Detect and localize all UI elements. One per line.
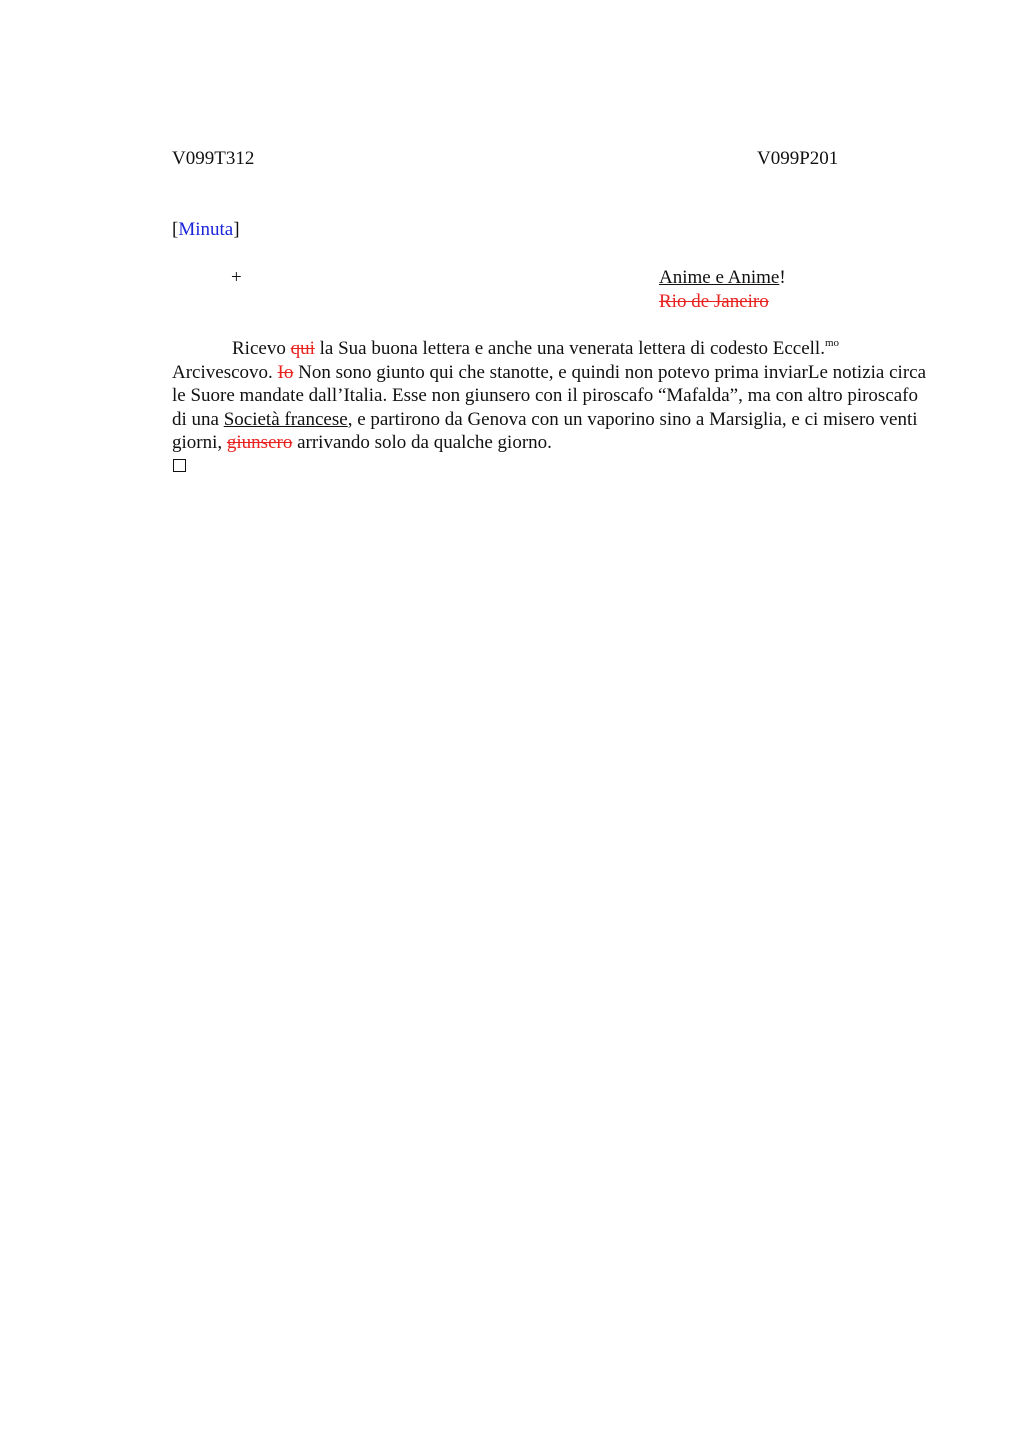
letter-body	[172, 337, 932, 455]
deleted-word-qui: qui	[290, 338, 315, 359]
underlined-societa-francese: Società francese	[223, 408, 348, 430]
motto-text: Anime e Anime	[659, 267, 780, 288]
deleted-word-giunsero: giunsero	[226, 432, 293, 453]
deleted-word-io: Io	[277, 361, 294, 383]
body-text-6: arrivando solo da qualche giorno.	[292, 432, 552, 453]
label-close-bracket: ]	[233, 219, 240, 240]
checkbox-icon	[173, 459, 186, 472]
body-text-4: Non sono giunto qui che stanotte, e quindi non potevo prima inviarLe notizia circa le Suore mandate dall’Italia. Esse non giunsero con il piroscafo “Mafalda”, ma con altro piroscafo di una	[172, 361, 927, 430]
motto-punct: !	[779, 267, 786, 288]
document-type-label	[172, 218, 240, 242]
deleted-place: Rio de Janeiro	[659, 291, 769, 312]
cross-symbol: +	[231, 267, 242, 288]
body-text-1: Ricevo	[232, 338, 291, 359]
body-text-5: , e partirono da Genova con un vaporino sino a Marsiglia, e ci misero venti giorni,	[172, 408, 918, 453]
label-open-bracket: [	[172, 219, 179, 240]
document-code-right: V099P201	[757, 148, 839, 169]
body-text-2: la Sua buona lettera e anche una venerata lettera di codesto Eccell.	[314, 338, 825, 359]
label-minuta: Minuta	[178, 219, 234, 240]
superscript-mo: mo	[824, 337, 840, 349]
body-text-3: Arcivescovo.	[172, 361, 278, 383]
document-code-left: V099T312	[172, 148, 255, 169]
motto	[659, 266, 786, 290]
